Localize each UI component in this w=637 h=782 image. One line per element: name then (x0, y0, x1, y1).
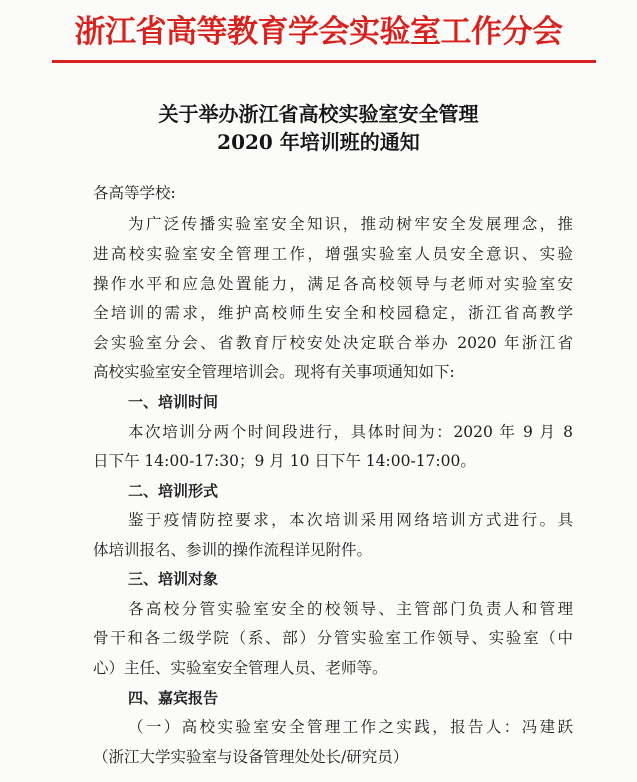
salutation: 各高等学校: (93, 184, 176, 202)
section-heading-time: 一、培训时间 (128, 393, 219, 411)
section-line: 本次培训分两个时间段进行，具体时间为：2020 年 9 月 8 (128, 423, 573, 441)
section-line: 心）主任、实验室安全管理人员、老师等。 (93, 659, 388, 677)
section-heading-format: 二、培训形式 (128, 482, 219, 500)
intro-line: 进高校实验室安全管理工作，增强实验室人员安全意识、实验 (93, 245, 573, 263)
section-line: 日下午 14:00-17:30；9 月 10 日下午 14:00-17:00。 (93, 452, 476, 470)
intro-line: 高校实验室安全管理培训会。现将有关事项通知如下: (93, 363, 455, 381)
title-line-2: 2020 年培训班的通知 (217, 130, 420, 154)
section-heading-audience: 三、培训对象 (128, 570, 219, 588)
letterhead-red-rule (52, 60, 596, 63)
title-line-1: 关于举办浙江省高校实验室安全管理 (158, 102, 479, 126)
section-line: 鉴于疫情防控要求，本次培训采用网络培训方式进行。具 (128, 511, 573, 529)
section-line: 骨干和各二级学院（系、部）分管实验室工作领导、实验室（中 (93, 629, 573, 647)
intro-line: 操作水平和应急处置能力，满足各高校领导与老师对实验室安 (93, 275, 573, 293)
intro-line: 为广泛传播实验室安全知识，推动树牢安全发展理念，推 (128, 215, 573, 233)
intro-line: 全培训的需求，维护高校师生安全和校园稳定，浙江省高教学 (93, 304, 573, 322)
section-line: （一）高校实验室安全管理工作之实践，报告人：冯建跃 (128, 718, 573, 736)
letterhead-org-name: 浙江省高等教育学会实验室工作分会 (74, 14, 563, 50)
section-line: 各高校分管实验室安全的校领导、主管部门负责人和管理 (128, 600, 573, 618)
intro-line: 会实验室分会、省教育厅校安处决定联合举办 2020 年浙江省 (93, 334, 573, 352)
section-heading-guests: 四、嘉宾报告 (128, 689, 219, 707)
section-line: （浙江大学实验室与设备管理处处长/研究员） (93, 748, 409, 766)
section-line: 体培训报名、参训的操作流程详见附件。 (93, 541, 373, 559)
